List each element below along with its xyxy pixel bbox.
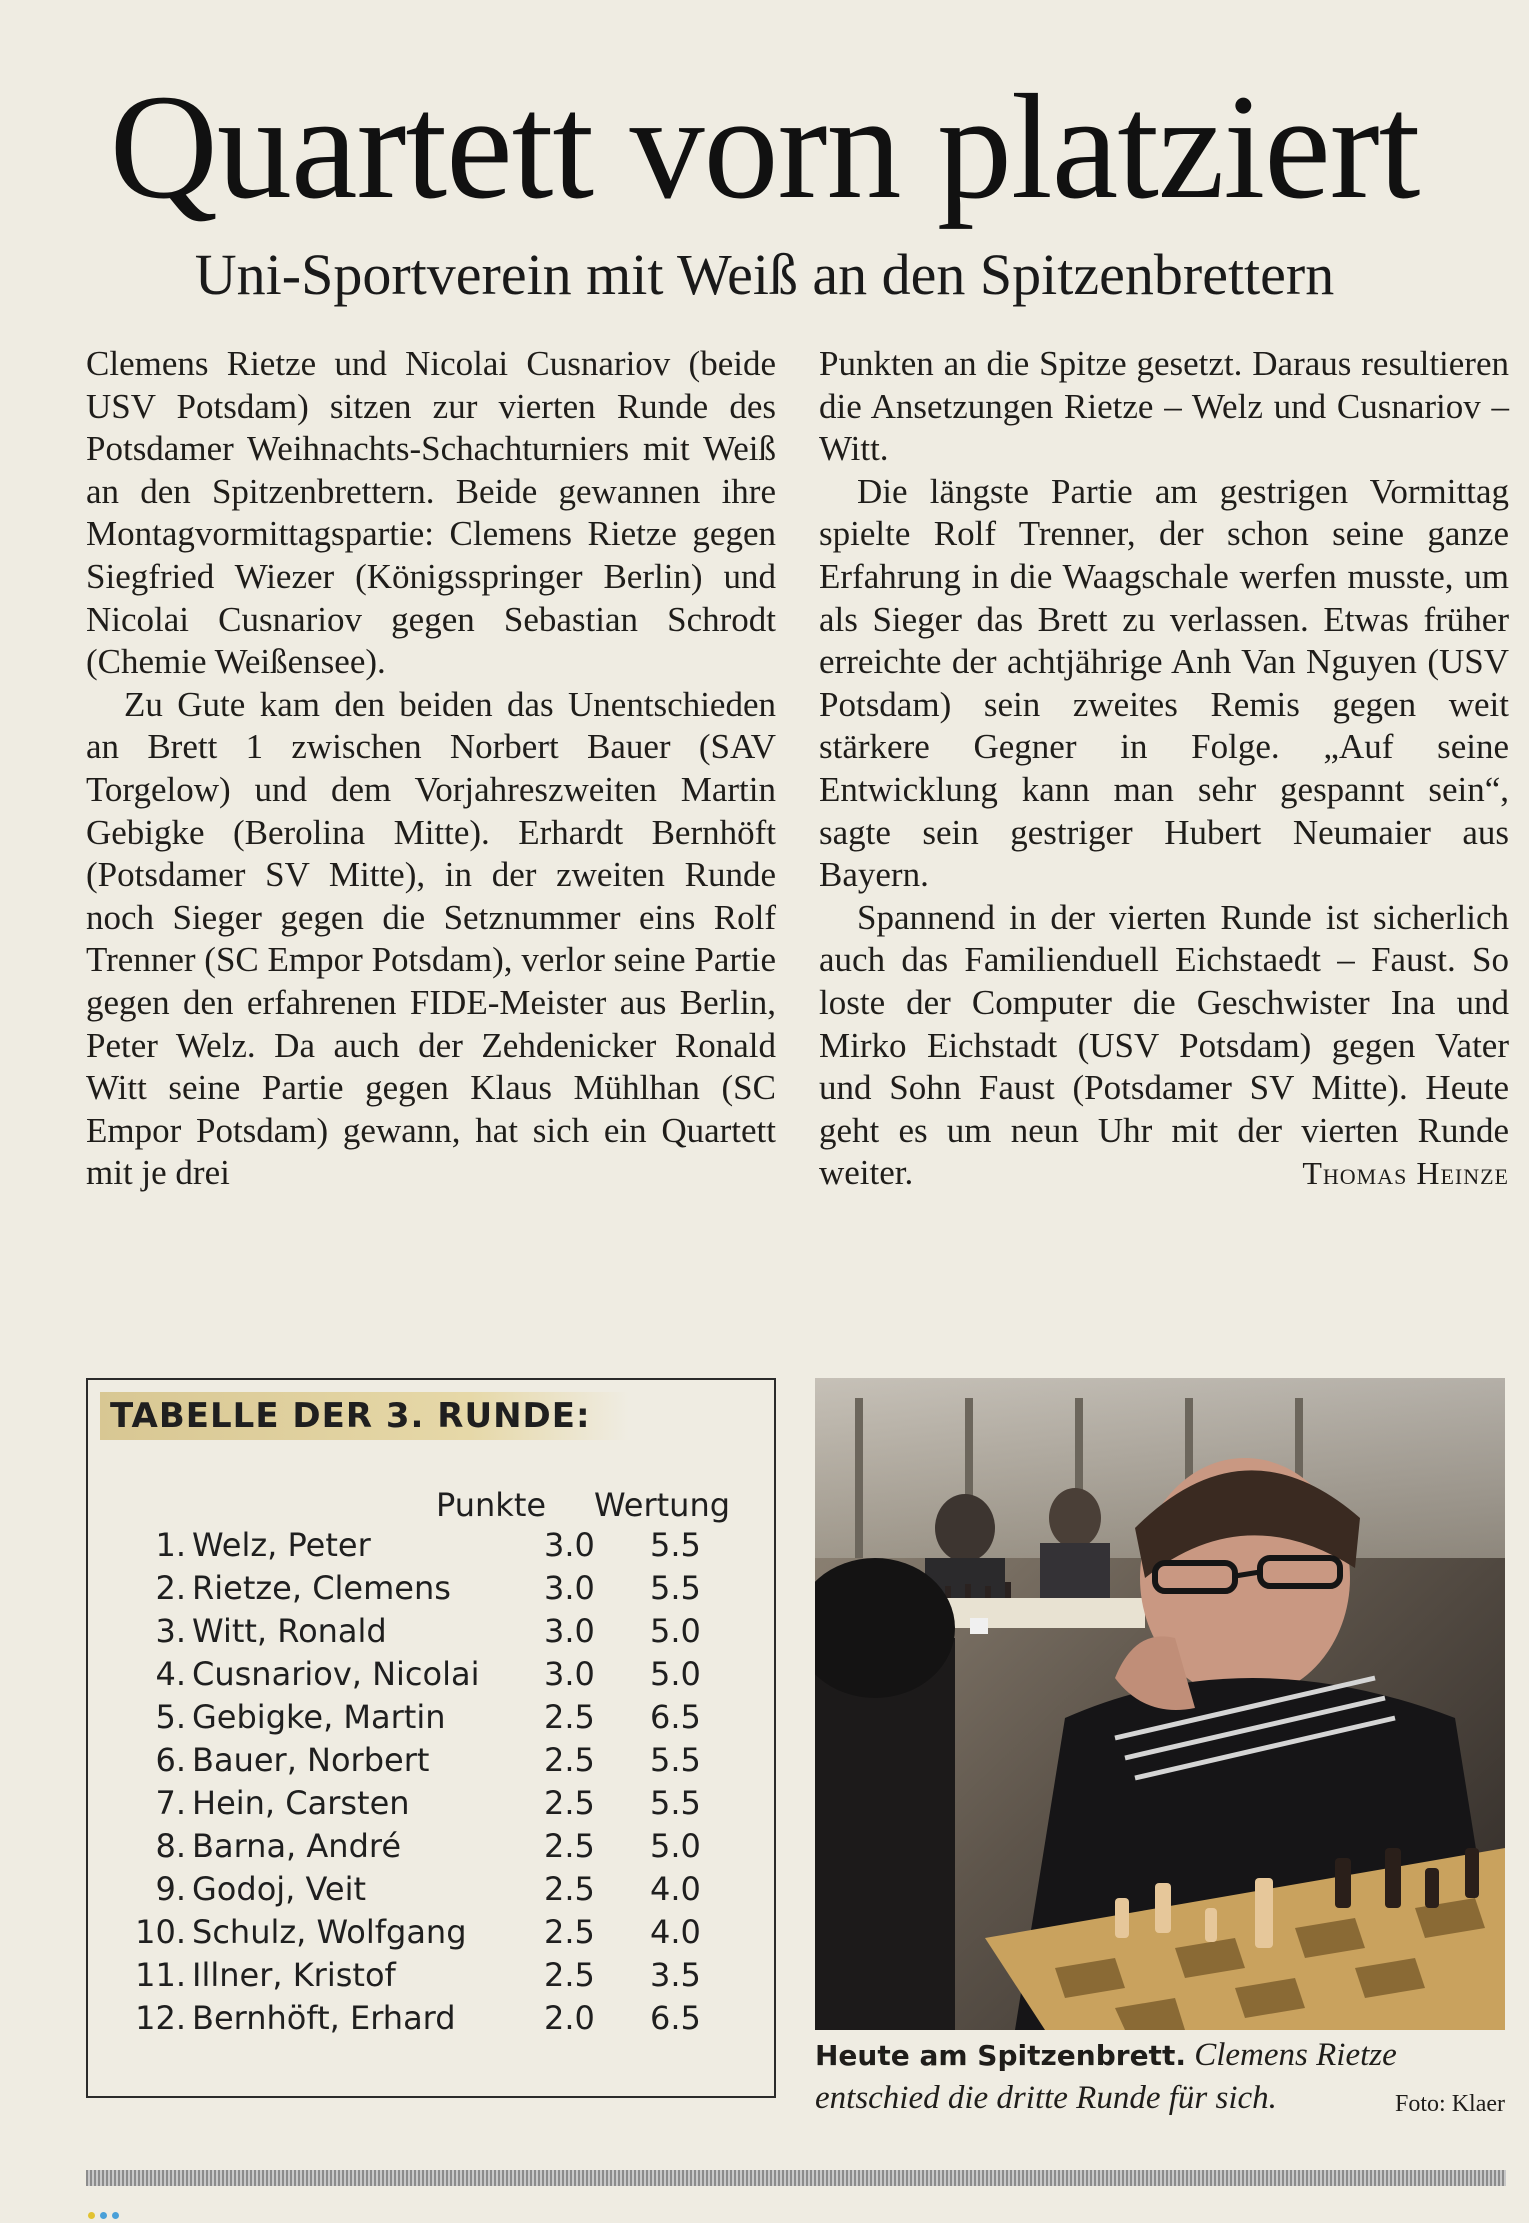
row-name: Welz, Peter [192,1526,371,1564]
row-wertung: 5.0 [650,1827,701,1865]
row-name: Gebigke, Martin [192,1698,446,1736]
row-punkte: 3.0 [544,1569,595,1607]
color-dots [88,2204,124,2223]
row-wertung: 5.0 [650,1612,701,1650]
author-byline: Thomas Heinze [1302,1155,1509,1192]
row-punkte: 2.5 [544,1956,595,1994]
row-punkte: 3.0 [544,1526,595,1564]
table-row [88,1612,774,1655]
table-title: TABELLE DER 3. RUNDE: [100,1392,629,1440]
article-paragraph: Clemens Rietze und Nicolai Cusnariov (beide USV Potsdam) sitzen zur vierten Runde des Potsdamer Weihnachts-Schachturniers mit Weiß an den Spitzenbrettern. Beide gewannen ihre Montagvormittagspartie: Clemens Rietze gegen Siegfried Wiezer (Königsspringer Berlin) und Nicolai Cusnariov gegen Sebastian Schrodt (Chemie Weißensee). [86,344,776,682]
row-rank: 12. [135,1999,186,2037]
table-row [88,1827,774,1870]
row-wertung: 5.5 [650,1569,701,1607]
article-paragraph [819,897,1509,1195]
table-row [88,1870,774,1913]
row-name: Bernhöft, Erhard [192,1999,456,2037]
row-rank: 1. [155,1526,186,1564]
row-punkte: 2.5 [544,1913,595,1951]
article-paragraph: Punkten an die Spitze gesetzt. Daraus resultieren die Ansetzungen Rietze – Welz und Cusnariov – Witt. [819,344,1509,469]
table-row [88,1655,774,1698]
row-rank: 6. [155,1741,186,1779]
article-column-left [86,343,776,1288]
row-rank: 7. [155,1784,186,1822]
row-wertung: 5.5 [650,1784,701,1822]
table-row [88,1956,774,1999]
row-rank: 8. [155,1827,186,1865]
column-header-wertung: Wertung [594,1486,731,1524]
row-rank: 11. [135,1956,186,1994]
row-rank: 2. [155,1569,186,1607]
table-row [88,1569,774,1612]
table-row [88,1999,774,2042]
chess-photo-image [815,1378,1505,2030]
standings-table [86,1378,776,2098]
table-row [88,1698,774,1741]
row-wertung: 5.0 [650,1655,701,1693]
row-wertung: 6.5 [650,1999,701,2037]
article-column-right [819,343,1509,1288]
table-row [88,1784,774,1827]
row-wertung: 3.5 [650,1956,701,1994]
row-wertung: 6.5 [650,1698,701,1736]
article-paragraph: Die längste Partie am gestrigen Vormittag spielte Rolf Trenner, der schon seine ganze Erfahrung in die Waagschale werfen musste, um als Sieger das Brett zu verlassen. Etwas früher erreichte der achtjährige Anh Van Nguyen (USV Potsdam) sein zweites Remis gegen weit stärkere Gegner in Folge. „Auf seine Entwicklung kann man sehr gespannt sein“, sagte sein gestriger Hubert Neumaier aus Bayern. [819,471,1509,895]
row-punkte: 2.5 [544,1784,595,1822]
row-rank: 5. [155,1698,186,1736]
row-punkte: 2.5 [544,1698,595,1736]
row-name: Hein, Carsten [192,1784,410,1822]
photo-credit: Foto: Klaer [1395,2091,1505,2117]
row-punkte: 3.0 [544,1655,595,1693]
row-rank: 10. [135,1913,186,1951]
row-punkte: 2.5 [544,1741,595,1779]
bottom-rule [86,2170,1506,2186]
row-punkte: 2.0 [544,1999,595,2037]
row-rank: 3. [155,1612,186,1650]
row-wertung: 4.0 [650,1870,701,1908]
row-name: Barna, André [192,1827,402,1865]
row-name: Bauer, Norbert [192,1741,430,1779]
row-rank: 9. [155,1870,186,1908]
row-wertung: 5.5 [650,1741,701,1779]
subheadline: Uni-Sportverein mit Weiß an den Spitzenbrettern [194,242,1335,307]
table-row [88,1526,774,1569]
row-name: Schulz, Wolfgang [192,1913,467,1951]
row-name: Cusnariov, Nicolai [192,1655,480,1693]
headline: Quartett vorn platziert [109,64,1420,230]
caption-lead: Heute am Spitzenbrett. [815,2039,1186,2072]
row-name: Rietze, Clemens [192,1569,451,1607]
row-wertung: 4.0 [650,1913,701,1951]
row-rank: 4. [155,1655,186,1693]
table-row [88,1913,774,1956]
table-row [88,1741,774,1784]
row-punkte: 2.5 [544,1870,595,1908]
photo-caption [815,2034,1505,2126]
article-paragraph: Zu Gute kam den beiden das Unentschieden an Brett 1 zwischen Norbert Bauer (SAV Torgelow) und dem Vorjahreszweiten Martin Gebigke (Berolina Mitte). Erhardt Bernhöft (Potsdamer SV Mitte), in der zweiten Runde noch Sieger gegen die Setznummer eins Rolf Trenner (SC Empor Potsdam), verlor seine Partie gegen den erfahrenen FIDE-Meister aus Berlin, Peter Welz. Da auch der Zehdenicker Ronald Witt seine Partie gegen Klaus Mühlhan (SC Empor Potsdam) gewann, hat sich ein Quartett mit je drei [86,684,776,1193]
table-rows [88,1526,774,2042]
caption-body: Clemens Rietze entschied die dritte Runde für sich. [815,2037,1397,2116]
row-punkte: 3.0 [544,1612,595,1650]
row-punkte: 2.5 [544,1827,595,1865]
column-header-punkte: Punkte [436,1486,547,1524]
row-name: Illner, Kristof [192,1956,396,1994]
row-name: Godoj, Veit [192,1870,367,1908]
chess-photo [815,1378,1505,2030]
row-name: Witt, Ronald [192,1612,387,1650]
article-paragraph-text: Spannend in der vierten Runde ist sicherlich auch das Familienduell Eichstaedt – Faust. So loste der Computer die Geschwister Ina und Mirko Eichstadt (USV Potsdam) gegen Vater und Sohn Faust (Potsdamer SV Mitte). Heute geht es um neun Uhr mit der vierten Runde weiter. [819,897,1509,1193]
row-wertung: 5.5 [650,1526,701,1564]
